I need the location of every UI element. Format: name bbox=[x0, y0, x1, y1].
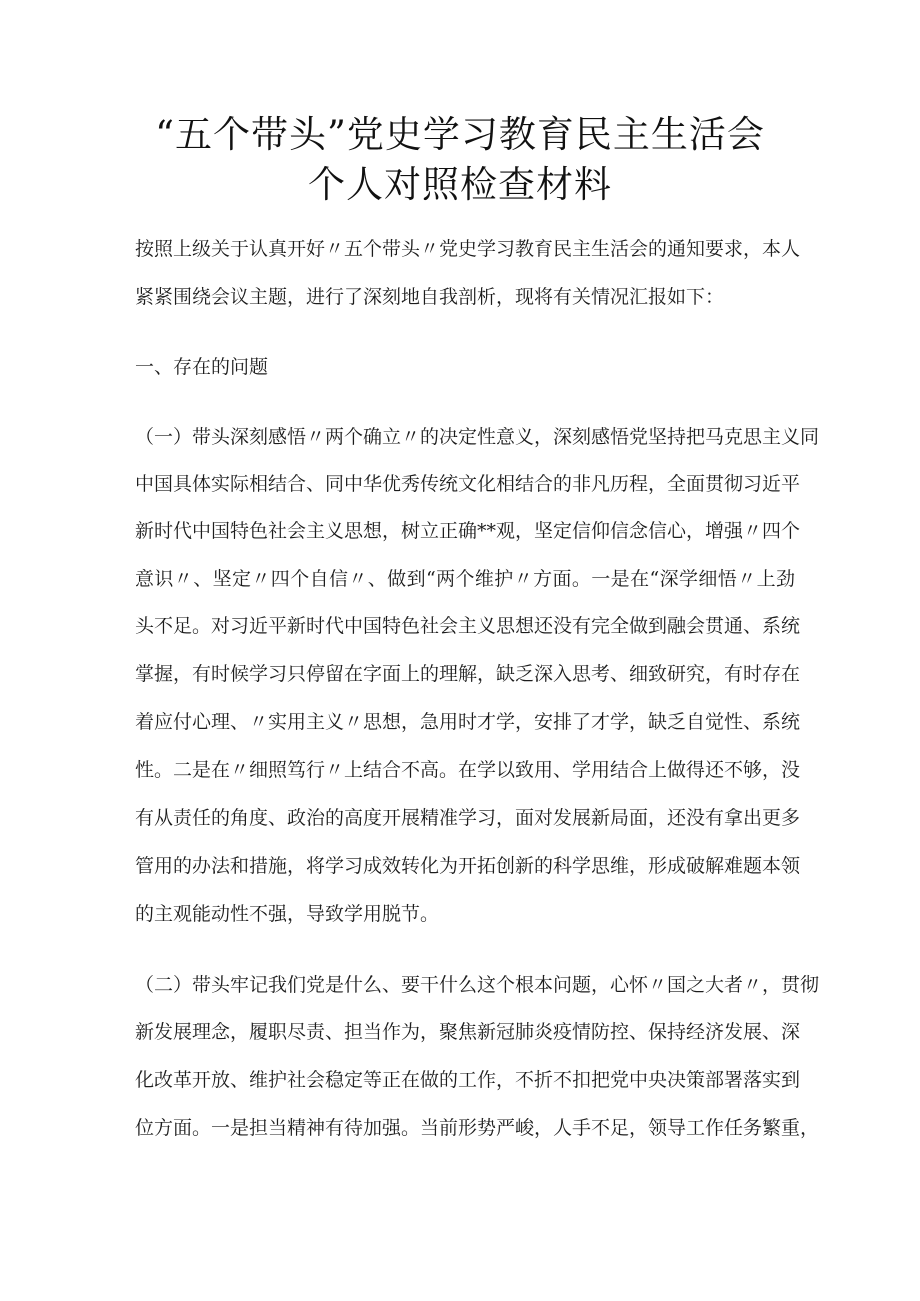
paragraph-line: 意识〃、坚定〃四个自信〃、做到“两个维护〃方面。一是在“深学细悟〃上劲 bbox=[135, 568, 795, 590]
paragraph-line: 头不足。对习近平新时代中国特色社会主义思想还没有完全做到融会贯通、系统 bbox=[135, 615, 801, 637]
paragraph-line: 性。二是在〃细照笃行〃上结合不高。在学以致用、学用结合上做得还不够，没 bbox=[135, 759, 801, 781]
paragraph-line: 中国具体实际相结合、同中华优秀传统文化相结合的非凡历程，全面贯彻习近平 bbox=[135, 473, 801, 495]
paragraph-line: 位方面。一是担当精神有待加强。当前形势严峻，人手不足，领导工作任务繁重， bbox=[135, 1117, 820, 1139]
paragraph-line: 掌握，有时候学习只停留在字面上的理解，缺乏深入思考、细致研究，有时存在 bbox=[135, 663, 801, 685]
intro-line: 按照上级关于认真开好〃五个带头〃党史学习教育民主生活会的通知要求，本人 bbox=[135, 238, 801, 260]
paragraph-line: 有从责任的角度、政治的高度开展精准学习，面对发展新局面，还没有拿出更多 bbox=[135, 807, 801, 829]
section-heading: 一、存在的问题 bbox=[135, 356, 269, 378]
paragraph-line: 新时代中国特色社会主义思想，树立正确**观，坚定信仰信念信心，增强〃四个 bbox=[135, 520, 801, 542]
intro-line: 紧紧围绕会议主题，进行了深刻地自我剖析，现将有关情况汇报如下： bbox=[135, 286, 725, 308]
paragraph-line: 着应付心理、〃实用主义〃思想，急用时才学，安排了才学，缺乏自觉性、系统 bbox=[135, 711, 801, 733]
document-title-line-1: “五个带头”党史学习教育民主生活会 bbox=[155, 113, 765, 156]
paragraph-line: 化改革开放、维护社会稳定等正在做的工作，不折不扣把党中央决策部署落实到 bbox=[135, 1069, 801, 1091]
paragraph-line: （二）带头牢记我们党是什么、要干什么这个根本问题，心怀〃国之大者〃，贯彻 bbox=[135, 974, 820, 996]
paragraph-line: 的主观能动性不强，导致学用脱节。 bbox=[135, 903, 440, 925]
paragraph-line: （一）带头深刻感悟〃两个确立〃的决定性意义，深刻感悟党坚持把马克思主义同 bbox=[135, 426, 820, 448]
document-title-line-2: 个人对照检查材料 bbox=[308, 163, 612, 206]
paragraph-line: 管用的办法和措施，将学习成效转化为开拓创新的科学思维，形成破解难题本领 bbox=[135, 855, 801, 877]
paragraph-line: 新发展理念，履职尽责、担当作为，聚焦新冠肺炎疫情防控、保持经济发展、深 bbox=[135, 1021, 801, 1043]
